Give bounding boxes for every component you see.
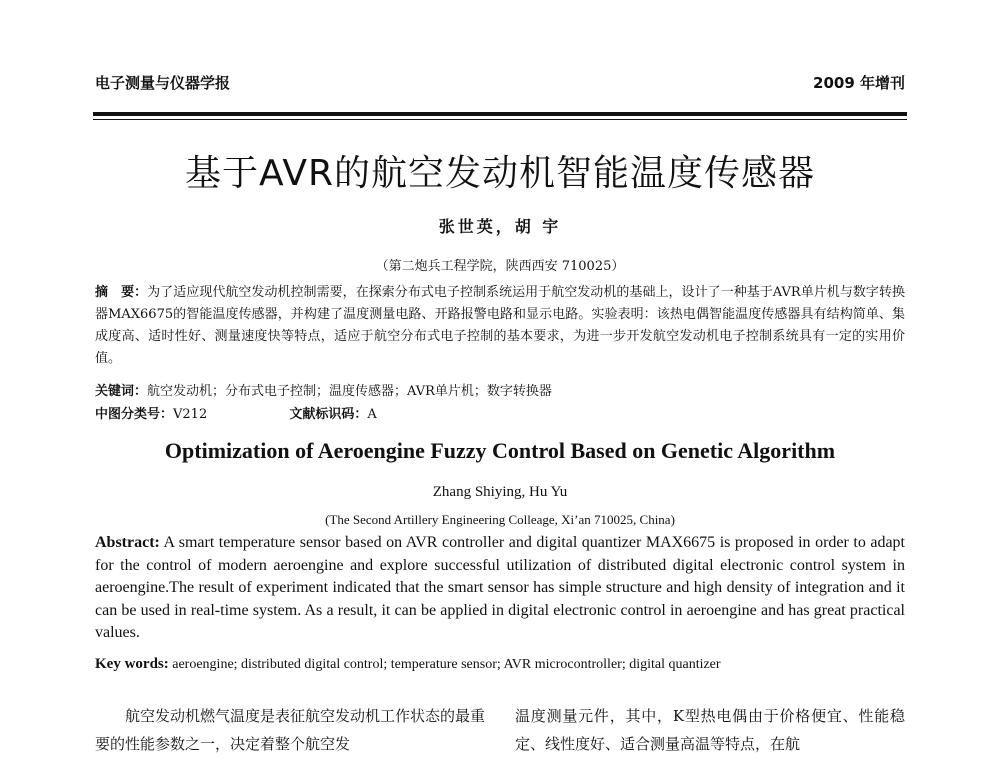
english-abstract-text: A smart temperature sensor based on AVR controller and digital quantizer MAX6675 is proposed in order to adapt for the control of modern aeroengine and explore successful utilization of distributed digital electronic control system in aeroengine.The result of experiment indicated that the smart sensor has simple structure and high density of integration and it can be used in real-time system. As a result, it can be applied in digital electronic control in aeroengine and has great practical values.: [95, 534, 905, 641]
clc-number: [95, 403, 207, 422]
english-abstract-label: Abstract:: [95, 534, 160, 551]
clc-value: V212: [173, 407, 208, 422]
document-code: [289, 403, 376, 422]
body-column-left: 航空发动机燃气温度是表征航空发动机工作状态的最重要的性能参数之一，决定着整个航空发: [95, 707, 486, 753]
chinese-abstract-label: 摘 要：: [95, 285, 148, 300]
document-code-label: 文献标识码：: [289, 407, 368, 422]
classification-line: [95, 403, 905, 422]
english-abstract: [95, 532, 905, 645]
english-affiliation: (The Second Artillery Engineering Colleage, Xi’an 710025, China): [325, 512, 675, 527]
body-column-right: 温度测量元件，其中，K型热电偶由于价格便宜、性能稳定、线性度好、适合测量高温等特点，在航: [515, 707, 905, 753]
english-authors: Zhang Shiying, Hu Yu: [432, 484, 568, 500]
header-rule-thin: [93, 119, 907, 120]
chinese-keywords-text: 航空发动机；分布式电子控制；温度传感器；AVR单片机；数字转换器: [147, 384, 552, 399]
english-keywords: [95, 656, 905, 673]
chinese-authors: 张世英，胡 宇: [438, 217, 562, 236]
english-keywords-label: Key words:: [95, 656, 169, 672]
chinese-abstract-text: 为了适应现代航空发动机控制需要，在探索分布式电子控制系统运用于航空发动机的基础上，设计了一种基于AVR单片机与数字转换器MAX6675的智能温度传感器，并构建了温度测量电路、开路报警电路和显示电路。实验表明：该热电偶智能温度传感器具有结构简单、集成度高、适时性好、测量速度快等特点，适应于航空分布式电子控制的基本要求，为进一步开发航空发动机电子控制系统具有一定的实用价值。: [95, 285, 905, 366]
document-code-value: A: [367, 407, 377, 422]
running-header: [95, 72, 905, 94]
chinese-keywords: [95, 380, 905, 399]
chinese-title: 基于AVR的航空发动机智能温度传感器: [185, 153, 815, 194]
chinese-affiliation: （第二炮兵工程学院，陕西西安 710025）: [375, 259, 625, 274]
issue-label: 2009 年增刊: [813, 74, 905, 92]
journal-name: 电子测量与仪器学报: [95, 74, 231, 92]
chinese-abstract: [95, 282, 905, 370]
header-rule-thick: [93, 112, 907, 116]
clc-label: 中图分类号：: [95, 407, 174, 422]
english-title: Optimization of Aeroengine Fuzzy Control Based on Genetic Algorithm: [164, 438, 836, 463]
english-keywords-text: aeroengine; distributed digital control; temperature sensor; AVR microcontroller; digital quantizer: [168, 657, 721, 672]
chinese-keywords-label: 关键词：: [95, 384, 148, 399]
